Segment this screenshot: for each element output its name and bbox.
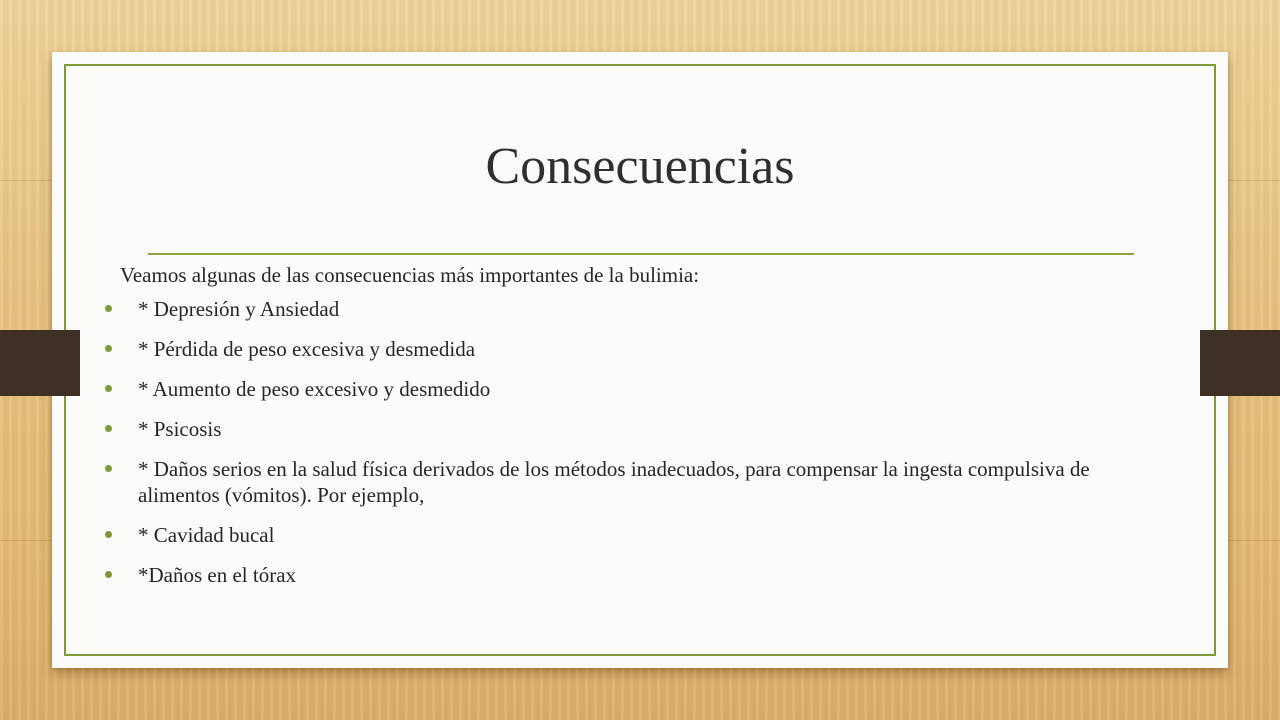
bullet-text: * Daños serios en la salud física derivados de los métodos inadecuados, para compensar la ingesta compulsiva de alimentos (vómitos). Por ejemplo, <box>138 457 1090 507</box>
bullet-icon <box>105 345 112 352</box>
list-item <box>120 296 1160 322</box>
slide-content <box>120 262 1160 602</box>
bullet-icon <box>105 385 112 392</box>
intro-text: Veamos algunas de las consecuencias más importantes de la bulimia: <box>120 263 700 287</box>
slide-title: Consecuencias <box>485 138 795 195</box>
bullet-icon <box>105 531 112 538</box>
list-item <box>120 456 1160 508</box>
bullet-text: *Daños en el tórax <box>138 563 297 587</box>
bullet-text: * Aumento de peso excesivo y desmedido <box>138 377 491 401</box>
bullet-text: * Psicosis <box>138 417 222 441</box>
list-item <box>120 562 1160 588</box>
list-item <box>120 522 1160 548</box>
bullet-list <box>120 296 1160 588</box>
title-underline <box>148 253 1134 255</box>
left-binder-clip <box>0 330 80 396</box>
bullet-icon <box>105 571 112 578</box>
bullet-icon <box>105 305 112 312</box>
bullet-icon <box>105 465 112 472</box>
bullet-text: * Cavidad bucal <box>138 523 275 547</box>
list-item <box>120 416 1160 442</box>
right-binder-clip <box>1200 330 1280 396</box>
bullet-text: * Pérdida de peso excesiva y desmedida <box>138 337 476 361</box>
bullet-text: * Depresión y Ansiedad <box>138 297 340 321</box>
list-item <box>120 376 1160 402</box>
bullet-icon <box>105 425 112 432</box>
list-item <box>120 336 1160 362</box>
